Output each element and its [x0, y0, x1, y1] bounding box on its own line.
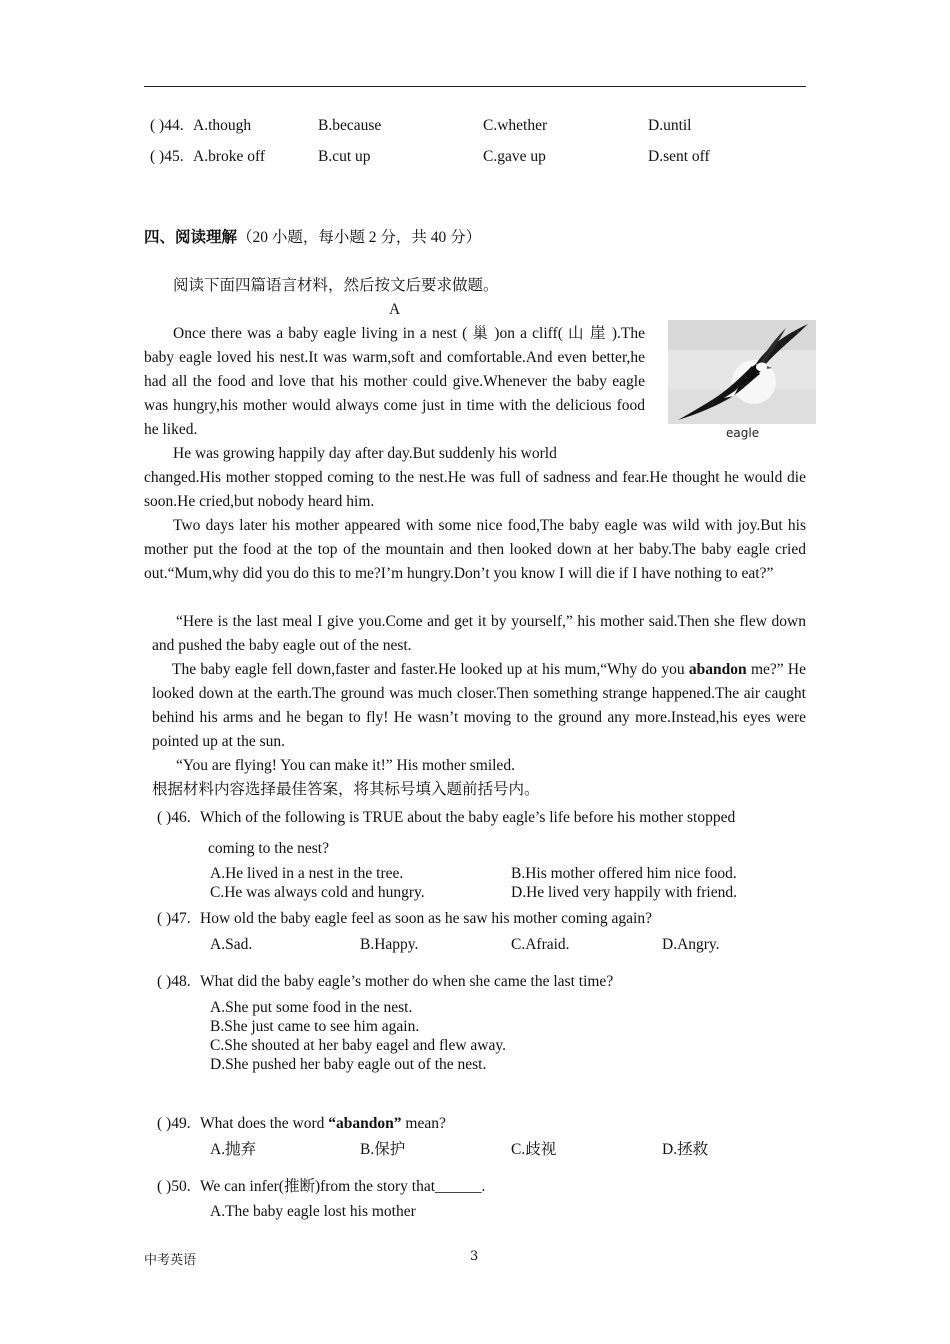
- passage-paragraph-2-start: He was growing happily day after day.But suddenly his world: [173, 445, 557, 462]
- p5-text-pre: The baby eagle fell down,faster and faster.He looked up at his mum,“Why do you: [172, 661, 685, 678]
- eagle-icon: [668, 320, 816, 424]
- choose-instruction: 根据材料内容选择最佳答案，将其标号填入题前括号内。: [152, 781, 540, 798]
- q49-number: ( )49.: [157, 1115, 191, 1132]
- q49-option-a: A.抛弃: [210, 1141, 257, 1158]
- section-note: （20 小题，每小题 2 分，共 40 分）: [237, 229, 482, 246]
- q46-number: ( )46.: [157, 809, 191, 826]
- q44-option-d: D.until: [648, 117, 692, 134]
- q48-number: ( )48.: [157, 973, 191, 990]
- eagle-image-caption: eagle: [726, 426, 760, 440]
- section-instruction: 阅读下面四篇语言材料，然后按文后要求做题。: [173, 277, 499, 294]
- q44-number: ( )44.: [150, 117, 184, 134]
- q49-stem: [200, 1112, 446, 1136]
- q45-option-a: A.broke off: [193, 148, 266, 165]
- p5-keyword: abandon: [688, 661, 747, 678]
- q44-option-b: B.because: [318, 117, 382, 134]
- passage-paragraph-4: “Here is the last meal I give you.Come and get it by yourself,” his mother said.Then she flew down and pushed the baby eagle out of the nest.: [152, 613, 806, 654]
- footer-label: 中考英语: [144, 1253, 197, 1268]
- p5-text-post: me?” He looked down at the earth.The ground was much closer.Then something strange happened.The air caught behind his arms and he began to fly! He wasn’t moving to the ground any more.Instead,his eyes were pointed up at the sun.: [152, 661, 807, 750]
- q49-option-d: D.拯救: [662, 1141, 709, 1158]
- q47-option-a: A.Sad.: [210, 936, 253, 953]
- q44-option-c: C.whether: [483, 117, 548, 134]
- eagle-image: [668, 320, 816, 424]
- page-number: 3: [470, 1249, 479, 1264]
- passage-paragraph-1: Once there was a baby eagle living in a nest ( 巢 )on a cliff( 山 崖 ).The baby eagle loved his nest.It was warm,soft and comfortable.And even better,he had all the food and love that his mother could give.Whenever the baby eagle was hungry,his mother would always come just in time with the delicious food he liked.: [144, 325, 645, 438]
- q49-option-b: B.保护: [360, 1141, 406, 1158]
- passage-paragraph-5: [152, 658, 806, 754]
- q45-option-c: C.gave up: [483, 148, 546, 165]
- passage-paragraph-6: “You are flying! You can make it!” His mother smiled.: [176, 757, 515, 774]
- q48-option-c: C.She shouted at her baby eagel and flew away.: [210, 1037, 506, 1054]
- q47-option-d: D.Angry.: [662, 936, 720, 953]
- q45-option-b: B.cut up: [318, 148, 371, 165]
- q50-number: ( )50.: [157, 1178, 191, 1195]
- q48-stem: What did the baby eagle’s mother do when she came the last time?: [200, 973, 614, 990]
- q47-number: ( )47.: [157, 910, 191, 927]
- q47-option-b: B.Happy.: [360, 936, 419, 953]
- passage-label: A: [389, 301, 401, 318]
- q46-stem-line2: coming to the nest?: [208, 840, 329, 857]
- q50-option-a: A.The baby eagle lost his mother: [210, 1203, 416, 1220]
- q45-number: ( )45.: [150, 148, 184, 165]
- q46-stem-line1: Which of the following is TRUE about the baby eagle’s life before his mother stopped: [200, 809, 736, 826]
- q44-option-a: A.though: [193, 117, 252, 134]
- q49-stem-post: mean?: [401, 1115, 446, 1132]
- q46-option-c: C.He was always cold and hungry.: [210, 884, 425, 901]
- q46-option-a: A.He lived in a nest in the tree.: [210, 865, 404, 882]
- q46-option-d: D.He lived very happily with friend.: [511, 884, 737, 901]
- q48-option-a: A.She put some food in the nest.: [210, 999, 413, 1016]
- section-title: 四、阅读理解: [144, 229, 238, 246]
- section-heading: [144, 226, 481, 250]
- q46-option-b: B.His mother offered him nice food.: [511, 865, 737, 882]
- q45-option-d: D.sent off: [648, 148, 710, 165]
- passage-paragraph-3: Two days later his mother appeared with some nice food,The baby eagle was wild with joy.But his mother put the food at the top of the mountain and then looked down at her baby.The baby eagle cried out.“Mum,why did you do this to me?I’m hungry.Don’t you know I will die if I have nothing to eat?”: [144, 517, 806, 582]
- header-rule: [144, 86, 806, 87]
- q49-option-c: C.歧视: [511, 1141, 557, 1158]
- q47-stem: How old the baby eagle feel as soon as he saw his mother coming again?: [200, 910, 652, 927]
- q49-stem-pre: What does the word: [200, 1115, 329, 1132]
- passage-paragraph-2-end: changed.His mother stopped coming to the nest.He was full of sadness and fear.He thought he would die soon.He cried,but nobody heard him.: [144, 469, 806, 510]
- q48-option-b: B.She just came to see him again.: [210, 1018, 420, 1035]
- q50-stem: We can infer(推断)from the story that______.: [200, 1178, 486, 1195]
- q47-option-c: C.Afraid.: [511, 936, 570, 953]
- q48-option-d: D.She pushed her baby eagle out of the nest.: [210, 1056, 487, 1073]
- q49-keyword: “abandon”: [328, 1115, 402, 1132]
